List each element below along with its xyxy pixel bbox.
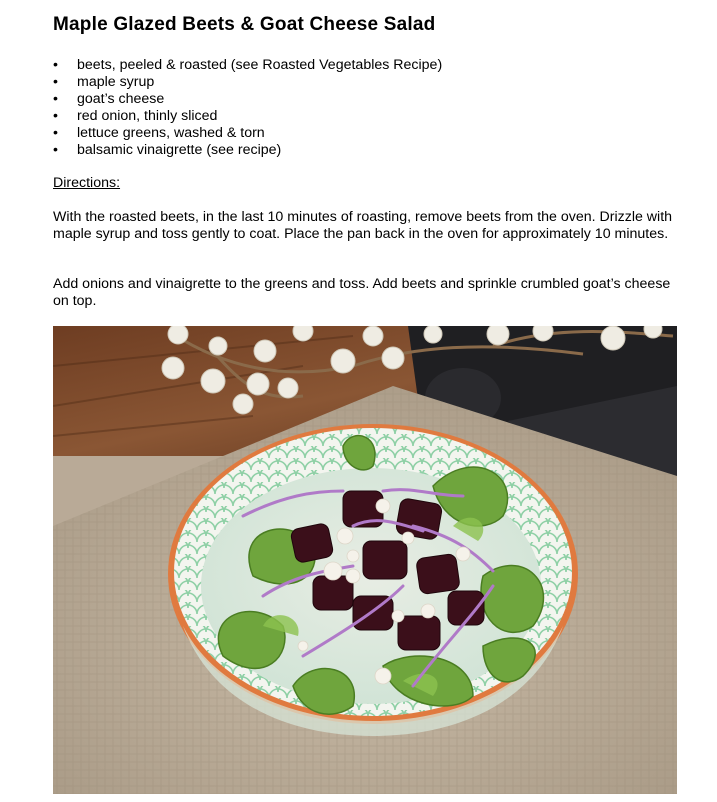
recipe-title: Maple Glazed Beets & Goat Cheese Salad — [53, 14, 436, 35]
ingredient-item: • balsamic vinaigrette (see recipe) — [53, 142, 442, 159]
ingredient-item: • beets, peeled & roasted (see Roasted Vegetables Recipe) — [53, 57, 442, 74]
ingredient-list — [53, 57, 442, 159]
ingredient-item: • red onion, thinly sliced — [53, 108, 442, 125]
ingredient-item: • goat’s cheese — [53, 91, 442, 108]
directions-heading: Directions: — [53, 175, 121, 191]
directions-paragraph: Add onions and vinaigrette to the greens and toss. Add beets and sprinkle crumbled goat’s cheese on top. — [53, 276, 671, 309]
ingredient-item: • maple syrup — [53, 74, 442, 91]
ingredient-item: • lettuce greens, washed & torn — [53, 125, 442, 142]
salad-bowl-photo — [53, 326, 677, 794]
directions-paragraph: With the roasted beets, in the last 10 minutes of roasting, remove beets from the oven. Drizzle with maple syrup and toss gently to coat. Place the pan back in the oven for approximately 10 minutes. — [53, 209, 673, 242]
